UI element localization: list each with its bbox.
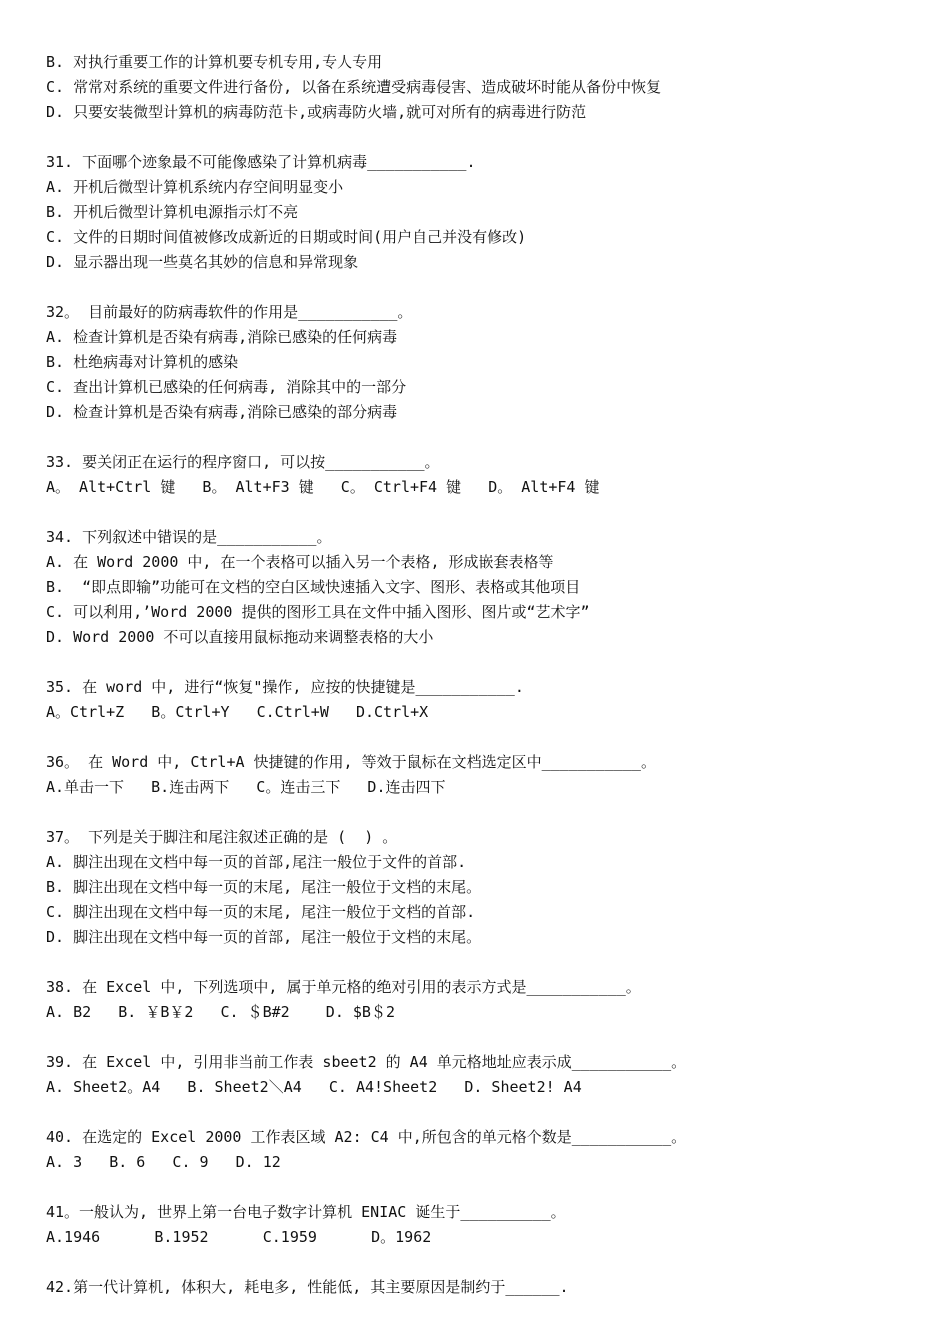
blank-line: [46, 1025, 926, 1050]
text-line: A.单击一下 B.连击两下 C。连击三下 D.连击四下: [46, 778, 446, 796]
text-line: D. 脚注出现在文档中每一页的首部, 尾注一般位于文档的末尾。: [46, 928, 482, 946]
text-line: B. 脚注出现在文档中每一页的末尾, 尾注一般位于文档的末尾。: [46, 878, 482, 896]
text-line: C. 可以利用,’Word 2000 提供的图形工具在文件中插入图形、图片或“艺术字”: [46, 603, 590, 621]
text-line: 33. 要关闭正在运行的程序窗口, 可以按___________。: [46, 453, 440, 471]
text-line: B. 对执行重要工作的计算机要专机专用,专人专用: [46, 53, 383, 71]
text-line: 41。一般认为, 世界上第一台电子数字计算机 ENIAC 诞生于__________。: [46, 1203, 566, 1221]
text-line: A. 开机后微型计算机系统内存空间明显变小: [46, 178, 344, 196]
text-line: A. 脚注出现在文档中每一页的首部,尾注一般位于文件的首部.: [46, 853, 467, 871]
text-line: 35. 在 word 中, 进行“恢复"操作, 应按的快捷键是___________.: [46, 678, 524, 696]
blank-line: [46, 1100, 926, 1125]
text-line: 32。 目前最好的防病毒软件的作用是___________。: [46, 303, 413, 321]
text-line: 37。 下列是关于脚注和尾注叙述正确的是 ( ) 。: [46, 828, 398, 846]
text-line: 39. 在 Excel 中, 引用非当前工作表 sbeet2 的 A4 单元格地址应表示成___________。: [46, 1053, 687, 1071]
text-line: A. 检查计算机是否染有病毒,消除已感染的任何病毒: [46, 328, 398, 346]
text-line: C. 常常对系统的重要文件进行备份, 以备在系统遭受病毒侵害、造成破坏时能从备份中恢复: [46, 78, 662, 96]
text-line: D. 检查计算机是否染有病毒,消除已感染的部分病毒: [46, 403, 398, 421]
blank-line: [46, 950, 926, 975]
blank-line: [46, 725, 926, 750]
text-line: D. 显示器出现一些莫名其妙的信息和异常现象: [46, 253, 359, 271]
text-line: B. 开机后微型计算机电源指示灯不亮: [46, 203, 299, 221]
text-line: B. 杜绝病毒对计算机的感染: [46, 353, 239, 371]
text-line: A. 在 Word 2000 中, 在一个表格可以插入另一个表格, 形成嵌套表格等: [46, 553, 554, 571]
text-line: C. 文件的日期时间值被修改成新近的日期或时间(用户自己并没有修改): [46, 228, 527, 246]
text-line: A。Ctrl+Z B。Ctrl+Y C.Ctrl+W D.Ctrl+X: [46, 703, 429, 721]
blank-line: [46, 275, 926, 300]
blank-line: [46, 800, 926, 825]
blank-line: [46, 650, 926, 675]
blank-line: [46, 1250, 926, 1275]
text-line: D. Word 2000 不可以直接用鼠标拖动来调整表格的大小: [46, 628, 434, 646]
text-line: 31. 下面哪个迹象最不可能像感染了计算机病毒___________.: [46, 153, 476, 171]
text-line: A. 3 B. 6 C. 9 D. 12: [46, 1153, 281, 1171]
blank-line: [46, 1175, 926, 1200]
blank-line: [46, 500, 926, 525]
blank-line: [46, 425, 926, 450]
text-line: A. Sheet2。A4 B. Sheet2＼A4 C. A4!Sheet2 D. Sheet2! A4: [46, 1078, 582, 1096]
text-line: 40. 在选定的 Excel 2000 工作表区域 A2: C4 中,所包含的单元格个数是___________。: [46, 1128, 687, 1146]
blank-line: [46, 125, 926, 150]
text-line: B. “即点即输”功能可在文档的空白区域快速插入文字、图形、表格或其他项目: [46, 578, 581, 596]
text-line: A.1946 B.1952 C.1959 D。1962: [46, 1228, 432, 1246]
text-line: 42.第一代计算机, 体积大, 耗电多, 性能低, 其主要原因是制约于______.: [46, 1278, 569, 1296]
text-line: 34. 下列叙述中错误的是___________。: [46, 528, 332, 546]
text-line: A。 Alt+Ctrl 键 B。 Alt+F3 键 C。 Ctrl+F4 键 D。 Alt+F4 键: [46, 478, 600, 496]
document-page: [46, 50, 926, 1300]
text-line: C. 脚注出现在文档中每一页的末尾, 尾注一般位于文档的首部.: [46, 903, 476, 921]
text-line: D. 只要安装微型计算机的病毒防范卡,或病毒防火墙,就可对所有的病毒进行防范: [46, 103, 587, 121]
text-line: A. B2 B. ￥B￥2 C. ＄B#2 D. $B＄2: [46, 1003, 395, 1021]
text-line: C. 查出计算机已感染的任何病毒, 消除其中的一部分: [46, 378, 407, 396]
text-line: 36。 在 Word 中, Ctrl+A 快捷键的作用, 等效于鼠标在文档选定区中___________。: [46, 753, 656, 771]
text-line: 38. 在 Excel 中, 下列选项中, 属于单元格的绝对引用的表示方式是___________。: [46, 978, 641, 996]
